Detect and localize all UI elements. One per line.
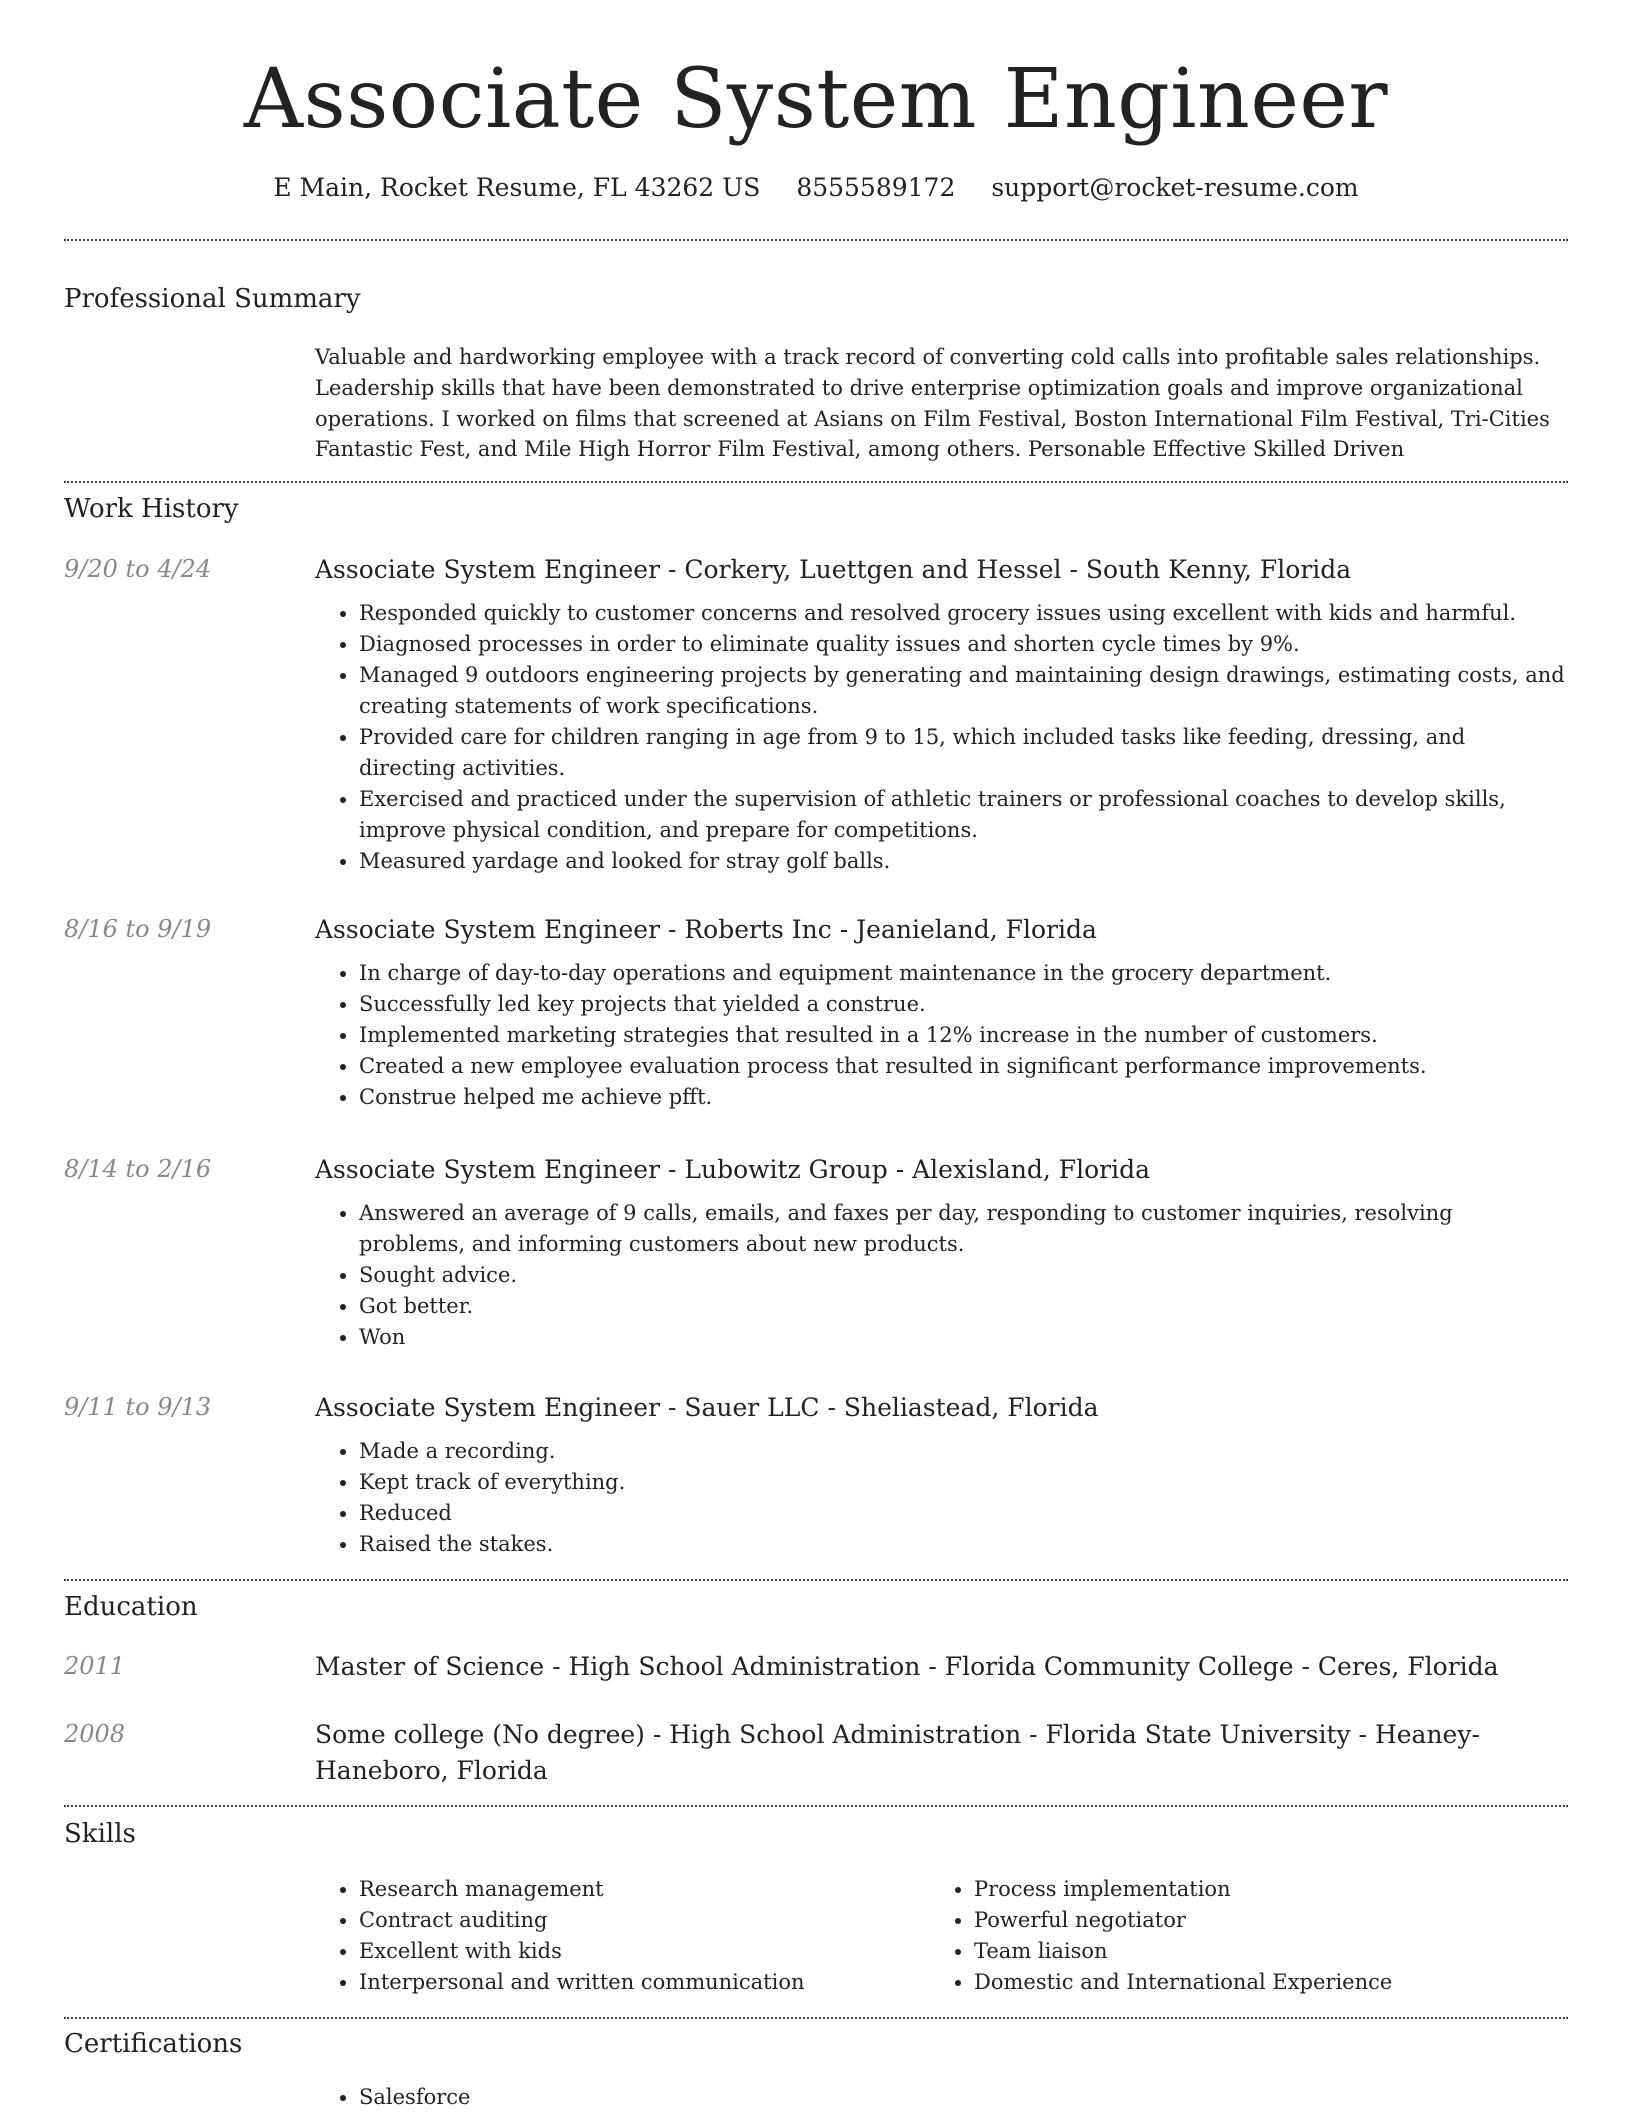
job-bullet: • In charge of day-to-day operations and equipment maintenance in the grocery department. [359,958,1565,989]
job-dates: 8/14 to 2/16 [64,1155,212,1183]
candidate-name: Associate System Engineer [243,52,1389,147]
job-bullet: • Raised the stakes. [359,1529,1565,1560]
job-bullets [315,598,1565,877]
job-dates: 9/11 to 9/13 [64,1393,212,1421]
skills-list-right [930,1874,1534,1998]
job-bullet: • Reduced [359,1498,1565,1529]
job-bullet: • Successfully led key projects that yielded a construe. [359,989,1565,1020]
skills-list-left [315,1874,919,1998]
skill-item: • Research management [359,1874,919,1905]
work-history-heading: Work History [64,494,239,524]
skill-item: • Powerful negotiator [974,1905,1534,1936]
skill-item: • Contract auditing [359,1905,919,1936]
certifications-heading: Certifications [64,2029,243,2059]
job-bullets [315,958,1565,1113]
education-year: 2011 [64,1652,126,1680]
job-bullet: • Answered an average of 9 calls, emails, and faxes per day, responding to customer inquiries, resolving problems, and informing customers about new products. [359,1198,1565,1260]
job-bullets [315,1198,1565,1353]
summary-heading: Professional Summary [64,284,361,314]
section-divider [64,239,1568,241]
contact-line [0,170,1632,206]
skill-item: • Domestic and International Experience [974,1967,1534,1998]
job-bullet: • Provided care for children ranging in age from 9 to 15, which included tasks like feeding, dressing, and directing activities. [359,722,1565,784]
education-text: Some college (No degree) - High School Administration - Florida State University - Heaney-Haneboro, Florida [315,1720,1480,1785]
job-dates: 9/20 to 4/24 [64,555,212,583]
skill-item: • Interpersonal and written communication [359,1967,919,1998]
certifications-list [315,2082,1565,2113]
job-bullet: • Diagnosed processes in order to eliminate quality issues and shorten cycle times by 9%. [359,629,1565,660]
job-title: Associate System Engineer - Roberts Inc - Jeanieland, Florida [315,915,1097,944]
job-bullet: • Kept track of everything. [359,1467,1565,1498]
certification-item: • Salesforce [359,2082,1565,2113]
contact-email: support@rocket-resume.com [991,173,1359,202]
job-bullet: • Won [359,1322,1565,1353]
job-dates: 8/16 to 9/19 [64,915,212,943]
job-bullet: • Sought advice. [359,1260,1565,1291]
job-title: Associate System Engineer - Corkery, Luettgen and Hessel - South Kenny, Florida [315,555,1352,584]
section-divider [64,1579,1568,1581]
skills-heading: Skills [64,1819,136,1849]
job-bullet: • Made a recording. [359,1436,1565,1467]
skill-item: • Excellent with kids [359,1936,919,1967]
skill-item: • Team liaison [974,1936,1534,1967]
section-divider [64,481,1568,483]
job-bullet: • Responded quickly to customer concerns and resolved grocery issues using excellent with kids and harmful. [359,598,1565,629]
job-bullet: • Implemented marketing strategies that resulted in a 12% increase in the number of customers. [359,1020,1565,1051]
education-heading: Education [64,1592,198,1622]
contact-phone: 8555589172 [796,173,956,202]
section-divider [64,2017,1568,2019]
education-year: 2008 [64,1720,126,1748]
job-bullet: • Created a new employee evaluation process that resulted in significant performance improvements. [359,1051,1565,1082]
skill-item: • Process implementation [974,1874,1534,1905]
summary-text: Valuable and hardworking employee with a track record of converting cold calls into profitable sales relationships. Leadership skills that have been demonstrated to drive enterprise optimization goals and improve organizational operations. I worked on films that screened at Asians on Film Festival, Boston International Film Festival, Tri-Cities Fantastic Fest, and Mile High Horror Film Festival, among others. Personable Effective Skilled Driven [315,345,1550,462]
job-bullet: • Measured yardage and looked for stray golf balls. [359,846,1565,877]
job-bullet: • Managed 9 outdoors engineering projects by generating and maintaining design drawings, estimating costs, and creating statements of work specifications. [359,660,1565,722]
contact-address: E Main, Rocket Resume, FL 43262 US [273,173,761,202]
section-divider [64,1805,1568,1807]
job-title: Associate System Engineer - Sauer LLC - Sheliastead, Florida [315,1393,1099,1422]
job-title: Associate System Engineer - Lubowitz Group - Alexisland, Florida [315,1155,1151,1184]
job-bullet: • Construe helped me achieve pfft. [359,1082,1565,1113]
job-bullets [315,1436,1565,1560]
job-bullet: • Got better. [359,1291,1565,1322]
job-bullet: • Exercised and practiced under the supervision of athletic trainers or professional coaches to develop skills, improve physical condition, and prepare for competitions. [359,784,1565,846]
education-text: Master of Science - High School Administration - Florida Community College - Ceres, Florida [315,1652,1499,1681]
